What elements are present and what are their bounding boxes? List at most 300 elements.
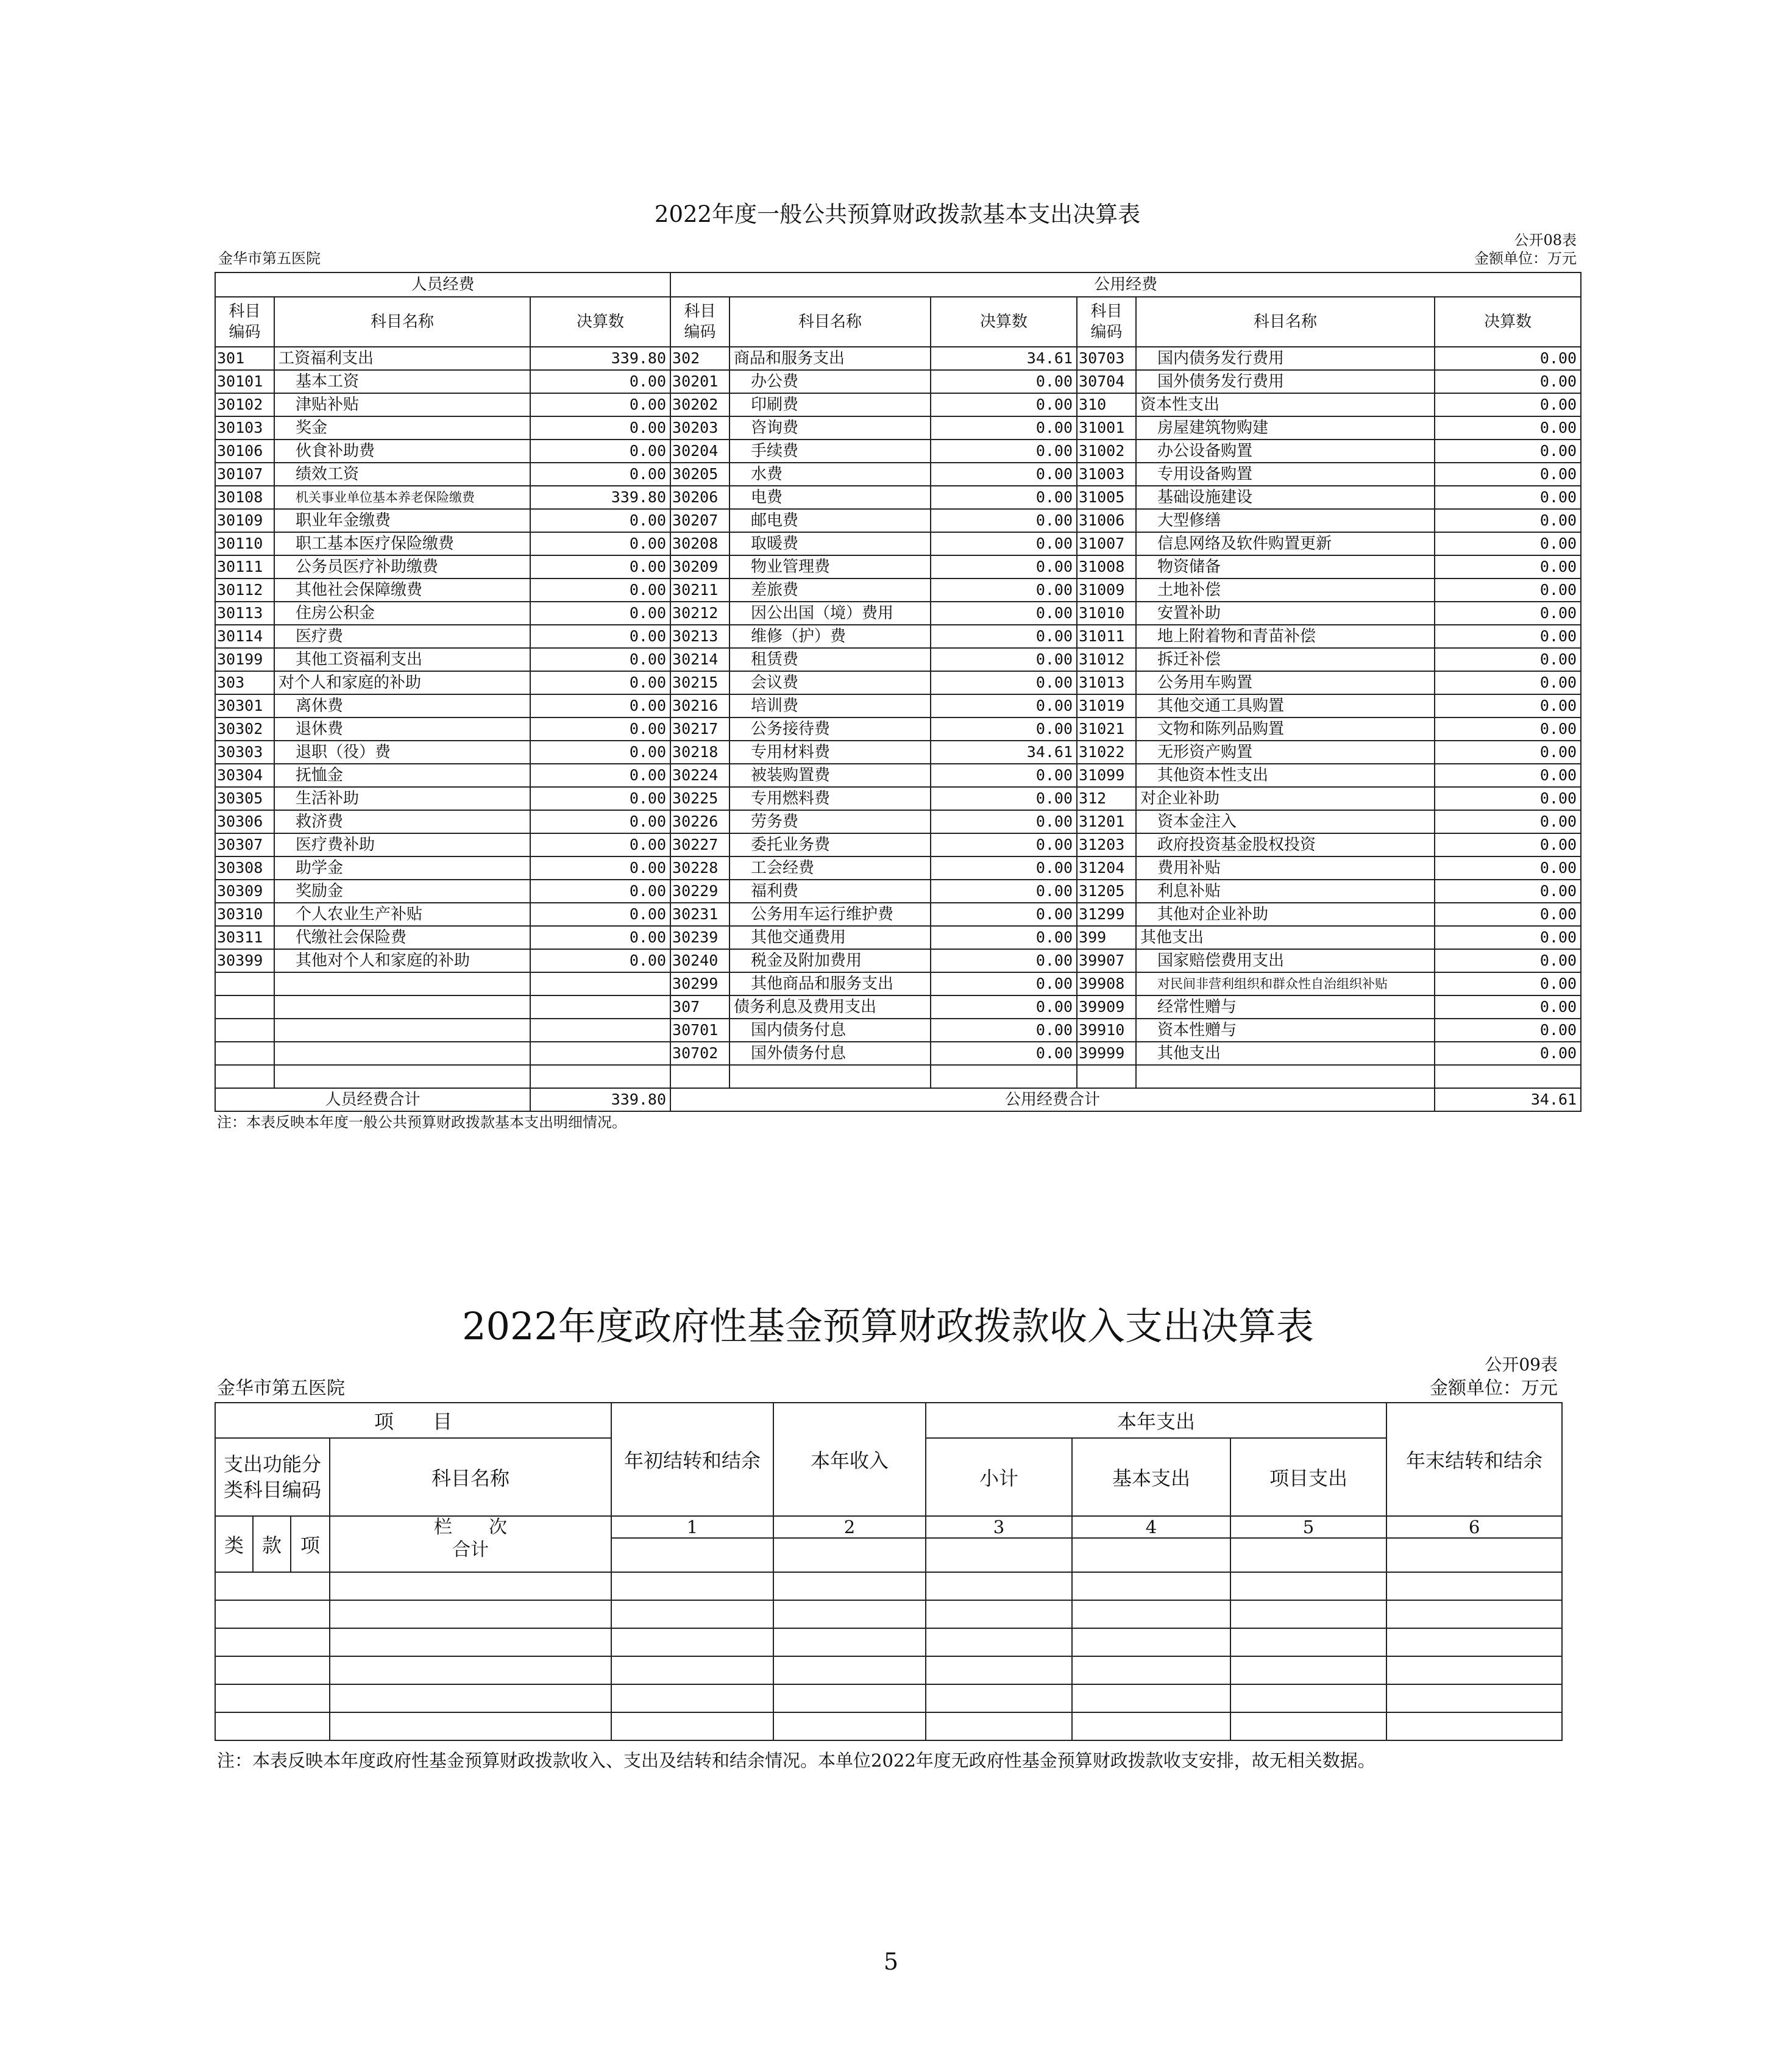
subject-code: 31022 (1077, 741, 1136, 764)
subject-name: 退职（役）费 (274, 741, 530, 764)
table1-row (215, 555, 1581, 579)
table1-row (215, 463, 1581, 486)
subject-name: 资本性赠与 (1136, 1019, 1435, 1042)
t2-begin-header: 年初结转和结余 (611, 1403, 773, 1516)
t2-xiang: 项 (291, 1516, 330, 1572)
table1-row (215, 787, 1581, 810)
subject-code: 31012 (1077, 648, 1136, 671)
subject-code: 30301 (215, 694, 274, 717)
subject-code: 30107 (215, 463, 274, 486)
table1-row (215, 880, 1581, 903)
subject-name: 奖励金 (274, 880, 530, 903)
subject-code: 399 (1077, 926, 1136, 949)
subject-code: 30302 (215, 717, 274, 741)
subject-code: 30311 (215, 926, 274, 949)
amount: 0.00 (1435, 347, 1581, 370)
subject-code: 30227 (670, 833, 729, 856)
table1-row (215, 949, 1581, 972)
amount: 0.00 (1435, 579, 1581, 602)
amount: 339.80 (530, 347, 670, 370)
amount: 0.00 (1435, 463, 1581, 486)
amount: 0.00 (530, 903, 670, 926)
subject-code: 39909 (1077, 995, 1136, 1019)
subject-code: 30202 (670, 393, 729, 416)
subject-name: 奖金 (274, 416, 530, 440)
subject-name: 取暖费 (729, 532, 931, 555)
amount: 0.00 (530, 532, 670, 555)
subject-code: 30303 (215, 741, 274, 764)
subject-code: 30224 (670, 764, 729, 787)
subject-name (274, 972, 530, 995)
table1-row (215, 903, 1581, 926)
subject-name: 其他支出 (1136, 1042, 1435, 1065)
amount: 0.00 (1435, 949, 1581, 972)
subject-code (1077, 1065, 1136, 1088)
subject-name: 经常性赠与 (1136, 995, 1435, 1019)
gov-fund-table (215, 1402, 1563, 1741)
subject-code: 307 (670, 995, 729, 1019)
t2-income-header: 本年收入 (773, 1403, 926, 1516)
amount: 0.00 (931, 764, 1077, 787)
col-code-1: 科目编码 (215, 297, 274, 347)
t2-cell (773, 1538, 926, 1572)
subject-code: 30204 (670, 440, 729, 463)
subject-code: 30310 (215, 903, 274, 926)
subject-code: 31203 (1077, 833, 1136, 856)
subject-code: 30108 (215, 486, 274, 509)
subject-name: 助学金 (274, 856, 530, 880)
subject-code: 31006 (1077, 509, 1136, 532)
amount: 0.00 (931, 1042, 1077, 1065)
subject-code: 31003 (1077, 463, 1136, 486)
subject-code: 30217 (670, 717, 729, 741)
subject-name: 公务员医疗补助缴费 (274, 555, 530, 579)
subject-code: 39907 (1077, 949, 1136, 972)
subject-name: 对个人和家庭的补助 (274, 671, 530, 694)
subject-code (215, 1065, 274, 1088)
amount: 0.00 (1435, 1042, 1581, 1065)
subject-code: 30199 (215, 648, 274, 671)
amount: 0.00 (530, 648, 670, 671)
subject-code: 30307 (215, 833, 274, 856)
subject-name: 基本工资 (274, 370, 530, 393)
amount: 0.00 (1435, 602, 1581, 625)
subject-code: 30207 (670, 509, 729, 532)
table1-title: 2022年度一般公共预算财政拨款基本支出决算表 (654, 201, 1141, 227)
amount: 0.00 (931, 486, 1077, 509)
subject-name: 伙食补助费 (274, 440, 530, 463)
t2-col-num-2: 2 (773, 1516, 926, 1538)
subject-name: 地上附着物和青苗补偿 (1136, 625, 1435, 648)
amount: 0.00 (1435, 903, 1581, 926)
amount: 0.00 (1435, 555, 1581, 579)
subject-name: 职工基本医疗保险缴费 (274, 532, 530, 555)
subject-code: 30205 (670, 463, 729, 486)
t2-empty-row (215, 1656, 1562, 1684)
amount: 0.00 (931, 787, 1077, 810)
amount: 0.00 (1435, 926, 1581, 949)
subject-code: 30239 (670, 926, 729, 949)
amount: 34.61 (931, 347, 1077, 370)
subject-code: 310 (1077, 393, 1136, 416)
subject-code: 30228 (670, 856, 729, 880)
subject-code: 30208 (670, 532, 729, 555)
subject-code (215, 972, 274, 995)
t2-col-num-3: 3 (926, 1516, 1072, 1538)
amount (530, 995, 670, 1019)
table1-row (215, 532, 1581, 555)
amount: 0.00 (931, 972, 1077, 995)
subject-name: 水费 (729, 463, 931, 486)
t2-cell (1230, 1538, 1386, 1572)
subject-name: 信息网络及软件购置更新 (1136, 532, 1435, 555)
subject-code: 30231 (670, 903, 729, 926)
col-code-3: 科目编码 (1077, 297, 1136, 347)
amount: 0.00 (931, 880, 1077, 903)
subject-name: 代缴社会保险费 (274, 926, 530, 949)
amount: 0.00 (1435, 995, 1581, 1019)
subject-code: 31010 (1077, 602, 1136, 625)
table1-row (215, 694, 1581, 717)
subject-name: 退休费 (274, 717, 530, 741)
subject-code: 31011 (1077, 625, 1136, 648)
subject-name: 会议费 (729, 671, 931, 694)
basic-expenditure-table (215, 272, 1581, 1112)
t2-end-header: 年末结转和结余 (1386, 1403, 1562, 1516)
amount: 0.00 (1435, 370, 1581, 393)
amount: 0.00 (1435, 416, 1581, 440)
table1-row (215, 602, 1581, 625)
subject-code: 30304 (215, 764, 274, 787)
amount: 0.00 (931, 995, 1077, 1019)
amount: 0.00 (1435, 509, 1581, 532)
amount: 0.00 (530, 416, 670, 440)
subject-name: 其他交通工具购置 (1136, 694, 1435, 717)
subject-code: 31021 (1077, 717, 1136, 741)
t2-total-row (215, 1538, 1562, 1572)
subject-name: 资本金注入 (1136, 810, 1435, 833)
amount: 0.00 (530, 949, 670, 972)
subject-code: 30701 (670, 1019, 729, 1042)
amount: 0.00 (530, 764, 670, 787)
subject-name: 其他对个人和家庭的补助 (274, 949, 530, 972)
table1-total-row (215, 1088, 1581, 1111)
table1-row (215, 416, 1581, 440)
subject-name: 离休费 (274, 694, 530, 717)
subject-name: 房屋建筑物购建 (1136, 416, 1435, 440)
amount (530, 972, 670, 995)
subject-name: 医疗费补助 (274, 833, 530, 856)
table1-row (215, 1065, 1581, 1088)
amount: 0.00 (530, 856, 670, 880)
subject-name: 培训费 (729, 694, 931, 717)
amount: 0.00 (530, 393, 670, 416)
table1-form-number: 公开08表 (1514, 232, 1577, 249)
subject-code: 39999 (1077, 1042, 1136, 1065)
amount: 0.00 (931, 416, 1077, 440)
subject-name: 绩效工资 (274, 463, 530, 486)
amount: 0.00 (530, 787, 670, 810)
subject-code (215, 1042, 274, 1065)
amount: 0.00 (931, 810, 1077, 833)
col-amount-2: 决算数 (931, 297, 1077, 347)
table1-row (215, 995, 1581, 1019)
subject-code: 30102 (215, 393, 274, 416)
t2-empty-row (215, 1712, 1562, 1740)
subject-code: 30203 (670, 416, 729, 440)
amount: 0.00 (931, 833, 1077, 856)
subject-code: 30306 (215, 810, 274, 833)
subject-name: 差旅费 (729, 579, 931, 602)
subject-name (274, 995, 530, 1019)
subject-name: 个人农业生产补贴 (274, 903, 530, 926)
subject-name: 工资福利支出 (274, 347, 530, 370)
amount: 0.00 (1435, 810, 1581, 833)
subject-code: 30106 (215, 440, 274, 463)
subject-name (274, 1065, 530, 1088)
amount: 0.00 (530, 833, 670, 856)
subject-code: 30305 (215, 787, 274, 810)
subject-code: 30240 (670, 949, 729, 972)
t2-cell (1072, 1538, 1230, 1572)
t2-header-row-1 (215, 1403, 1562, 1438)
col-amount-1: 决算数 (530, 297, 670, 347)
subject-code: 30704 (1077, 370, 1136, 393)
t2-lei: 类 (215, 1516, 253, 1572)
table1-row (215, 625, 1581, 648)
table1-row (215, 393, 1581, 416)
subject-name: 土地补偿 (1136, 579, 1435, 602)
subject-name: 津贴补贴 (274, 393, 530, 416)
table1-row (215, 810, 1581, 833)
t2-subtotal-header: 小计 (926, 1438, 1072, 1516)
amount: 0.00 (931, 694, 1077, 717)
subject-name: 租赁费 (729, 648, 931, 671)
table1-row (215, 764, 1581, 787)
amount: 0.00 (931, 671, 1077, 694)
subject-code: 30211 (670, 579, 729, 602)
table1-group-header (215, 272, 1581, 297)
amount: 0.00 (530, 509, 670, 532)
table1-row (215, 370, 1581, 393)
t2-item-header: 项 目 (215, 1403, 611, 1438)
subject-name: 机关事业单位基本养老保险缴费 (274, 486, 530, 509)
amount: 0.00 (1435, 671, 1581, 694)
subject-code (670, 1065, 729, 1088)
amount: 0.00 (1435, 486, 1581, 509)
amount: 0.00 (931, 926, 1077, 949)
t2-total-label: 合计 (330, 1538, 611, 1572)
subject-code: 30111 (215, 555, 274, 579)
group-personnel: 人员经费 (215, 272, 670, 297)
total-personnel-label: 人员经费合计 (215, 1088, 530, 1111)
subject-name: 其他商品和服务支出 (729, 972, 931, 995)
subject-name: 国内债务发行费用 (1136, 347, 1435, 370)
t2-empty-row (215, 1600, 1562, 1628)
subject-code: 31008 (1077, 555, 1136, 579)
subject-code: 30112 (215, 579, 274, 602)
table2-title: 2022年度政府性基金预算财政拨款收入支出决算表 (462, 1304, 1314, 1348)
t2-empty-row (215, 1572, 1562, 1600)
subject-code: 30399 (215, 949, 274, 972)
subject-name (1136, 1065, 1435, 1088)
table1-row (215, 579, 1581, 602)
table1-row (215, 717, 1581, 741)
subject-code: 30201 (670, 370, 729, 393)
subject-name: 商品和服务支出 (729, 347, 931, 370)
subject-name: 电费 (729, 486, 931, 509)
t2-index-row (215, 1516, 1562, 1538)
subject-code: 30299 (670, 972, 729, 995)
amount (1435, 1065, 1581, 1088)
subject-name: 物资储备 (1136, 555, 1435, 579)
table1-organization: 金华市第五医院 (218, 250, 321, 267)
subject-name: 公务用车购置 (1136, 671, 1435, 694)
subject-name: 专用燃料费 (729, 787, 931, 810)
subject-code: 312 (1077, 787, 1136, 810)
amount (530, 1042, 670, 1065)
subject-name: 国内债务付息 (729, 1019, 931, 1042)
table2-form-number: 公开09表 (1485, 1355, 1558, 1375)
subject-name: 专用设备购置 (1136, 463, 1435, 486)
subject-name: 文物和陈列品购置 (1136, 717, 1435, 741)
subject-code: 30225 (670, 787, 729, 810)
table1-column-header (215, 297, 1581, 347)
group-public: 公用经费 (670, 272, 1581, 297)
amount: 0.00 (530, 440, 670, 463)
amount: 0.00 (530, 579, 670, 602)
subject-name: 生活补助 (274, 787, 530, 810)
subject-name: 救济费 (274, 810, 530, 833)
table2-organization: 金华市第五医院 (217, 1378, 345, 1399)
amount: 0.00 (530, 463, 670, 486)
subject-name: 基础设施建设 (1136, 486, 1435, 509)
amount: 0.00 (1435, 764, 1581, 787)
subject-name: 物业管理费 (729, 555, 931, 579)
amount: 0.00 (1435, 393, 1581, 416)
subject-name: 劳务费 (729, 810, 931, 833)
amount: 0.00 (530, 555, 670, 579)
subject-name: 无形资产购置 (1136, 741, 1435, 764)
subject-name: 工会经费 (729, 856, 931, 880)
subject-code: 30702 (670, 1042, 729, 1065)
t2-basic-header: 基本支出 (1072, 1438, 1230, 1516)
subject-code: 30206 (670, 486, 729, 509)
table1-row (215, 347, 1581, 370)
amount: 0.00 (1435, 787, 1581, 810)
subject-name: 印刷费 (729, 393, 931, 416)
subject-name: 公务用车运行维护费 (729, 903, 931, 926)
subject-code: 302 (670, 347, 729, 370)
t2-cell (611, 1538, 773, 1572)
amount: 0.00 (931, 463, 1077, 486)
t2-project-header: 项目支出 (1230, 1438, 1386, 1516)
subject-code: 31204 (1077, 856, 1136, 880)
amount: 0.00 (530, 671, 670, 694)
t2-cell (926, 1538, 1072, 1572)
subject-code: 30213 (670, 625, 729, 648)
subject-code: 31013 (1077, 671, 1136, 694)
col-amount-3: 决算数 (1435, 297, 1581, 347)
t2-col-num-5: 5 (1230, 1516, 1386, 1538)
t2-kuan: 款 (253, 1516, 291, 1572)
table1-row (215, 440, 1581, 463)
table1-note: 注：本表反映本年度一般公共预算财政拨款基本支出明细情况。 (217, 1114, 627, 1131)
subject-name: 国外债务付息 (729, 1042, 931, 1065)
subject-name (729, 1065, 931, 1088)
amount: 0.00 (530, 880, 670, 903)
amount: 0.00 (530, 602, 670, 625)
amount: 0.00 (1435, 648, 1581, 671)
subject-code: 30109 (215, 509, 274, 532)
t2-cell (1386, 1538, 1562, 1572)
table1-row (215, 671, 1581, 694)
t2-lanci: 栏 次 (330, 1516, 611, 1538)
amount: 0.00 (1435, 833, 1581, 856)
subject-code: 30216 (670, 694, 729, 717)
subject-code: 31201 (1077, 810, 1136, 833)
subject-code: 30214 (670, 648, 729, 671)
subject-code: 301 (215, 347, 274, 370)
amount: 0.00 (530, 717, 670, 741)
amount: 0.00 (931, 509, 1077, 532)
subject-code: 303 (215, 671, 274, 694)
subject-name: 委托业务费 (729, 833, 931, 856)
subject-code: 31299 (1077, 903, 1136, 926)
col-code-2: 科目编码 (670, 297, 729, 347)
amount: 0.00 (530, 741, 670, 764)
subject-name (274, 1019, 530, 1042)
subject-name: 其他对企业补助 (1136, 903, 1435, 926)
subject-name: 国外债务发行费用 (1136, 370, 1435, 393)
table2-note: 注：本表反映本年度政府性基金预算财政拨款收入、支出及结转和结余情况。本单位2022年度无政府性基金预算财政拨款收支安排，故无相关数据。 (217, 1750, 1376, 1771)
total-public-amount: 34.61 (1435, 1088, 1581, 1111)
subject-code: 30226 (670, 810, 729, 833)
col-name-2: 科目名称 (729, 297, 931, 347)
amount: 0.00 (1435, 625, 1581, 648)
subject-code: 30110 (215, 532, 274, 555)
subject-name: 其他工资福利支出 (274, 648, 530, 671)
subject-name: 手续费 (729, 440, 931, 463)
subject-name: 医疗费 (274, 625, 530, 648)
subject-name: 抚恤金 (274, 764, 530, 787)
subject-code: 30215 (670, 671, 729, 694)
subject-code: 30114 (215, 625, 274, 648)
subject-code: 31099 (1077, 764, 1136, 787)
amount: 0.00 (1435, 1019, 1581, 1042)
amount: 0.00 (1435, 972, 1581, 995)
col-name-3: 科目名称 (1136, 297, 1435, 347)
subject-code: 39908 (1077, 972, 1136, 995)
subject-name: 资本性支出 (1136, 393, 1435, 416)
table1-row (215, 1042, 1581, 1065)
amount: 0.00 (931, 949, 1077, 972)
amount: 34.61 (931, 741, 1077, 764)
subject-name: 被装购置费 (729, 764, 931, 787)
subject-code: 30218 (670, 741, 729, 764)
table1-unit: 金额单位：万元 (1474, 250, 1577, 267)
subject-code: 30703 (1077, 347, 1136, 370)
amount: 0.00 (931, 579, 1077, 602)
subject-name: 税金及附加费用 (729, 949, 931, 972)
amount: 0.00 (1435, 880, 1581, 903)
t2-spend-header: 本年支出 (926, 1403, 1386, 1438)
t2-empty-row (215, 1684, 1562, 1712)
amount: 0.00 (1435, 440, 1581, 463)
amount: 0.00 (1435, 532, 1581, 555)
col-name-1: 科目名称 (274, 297, 530, 347)
total-personnel-amount: 339.80 (530, 1088, 670, 1111)
